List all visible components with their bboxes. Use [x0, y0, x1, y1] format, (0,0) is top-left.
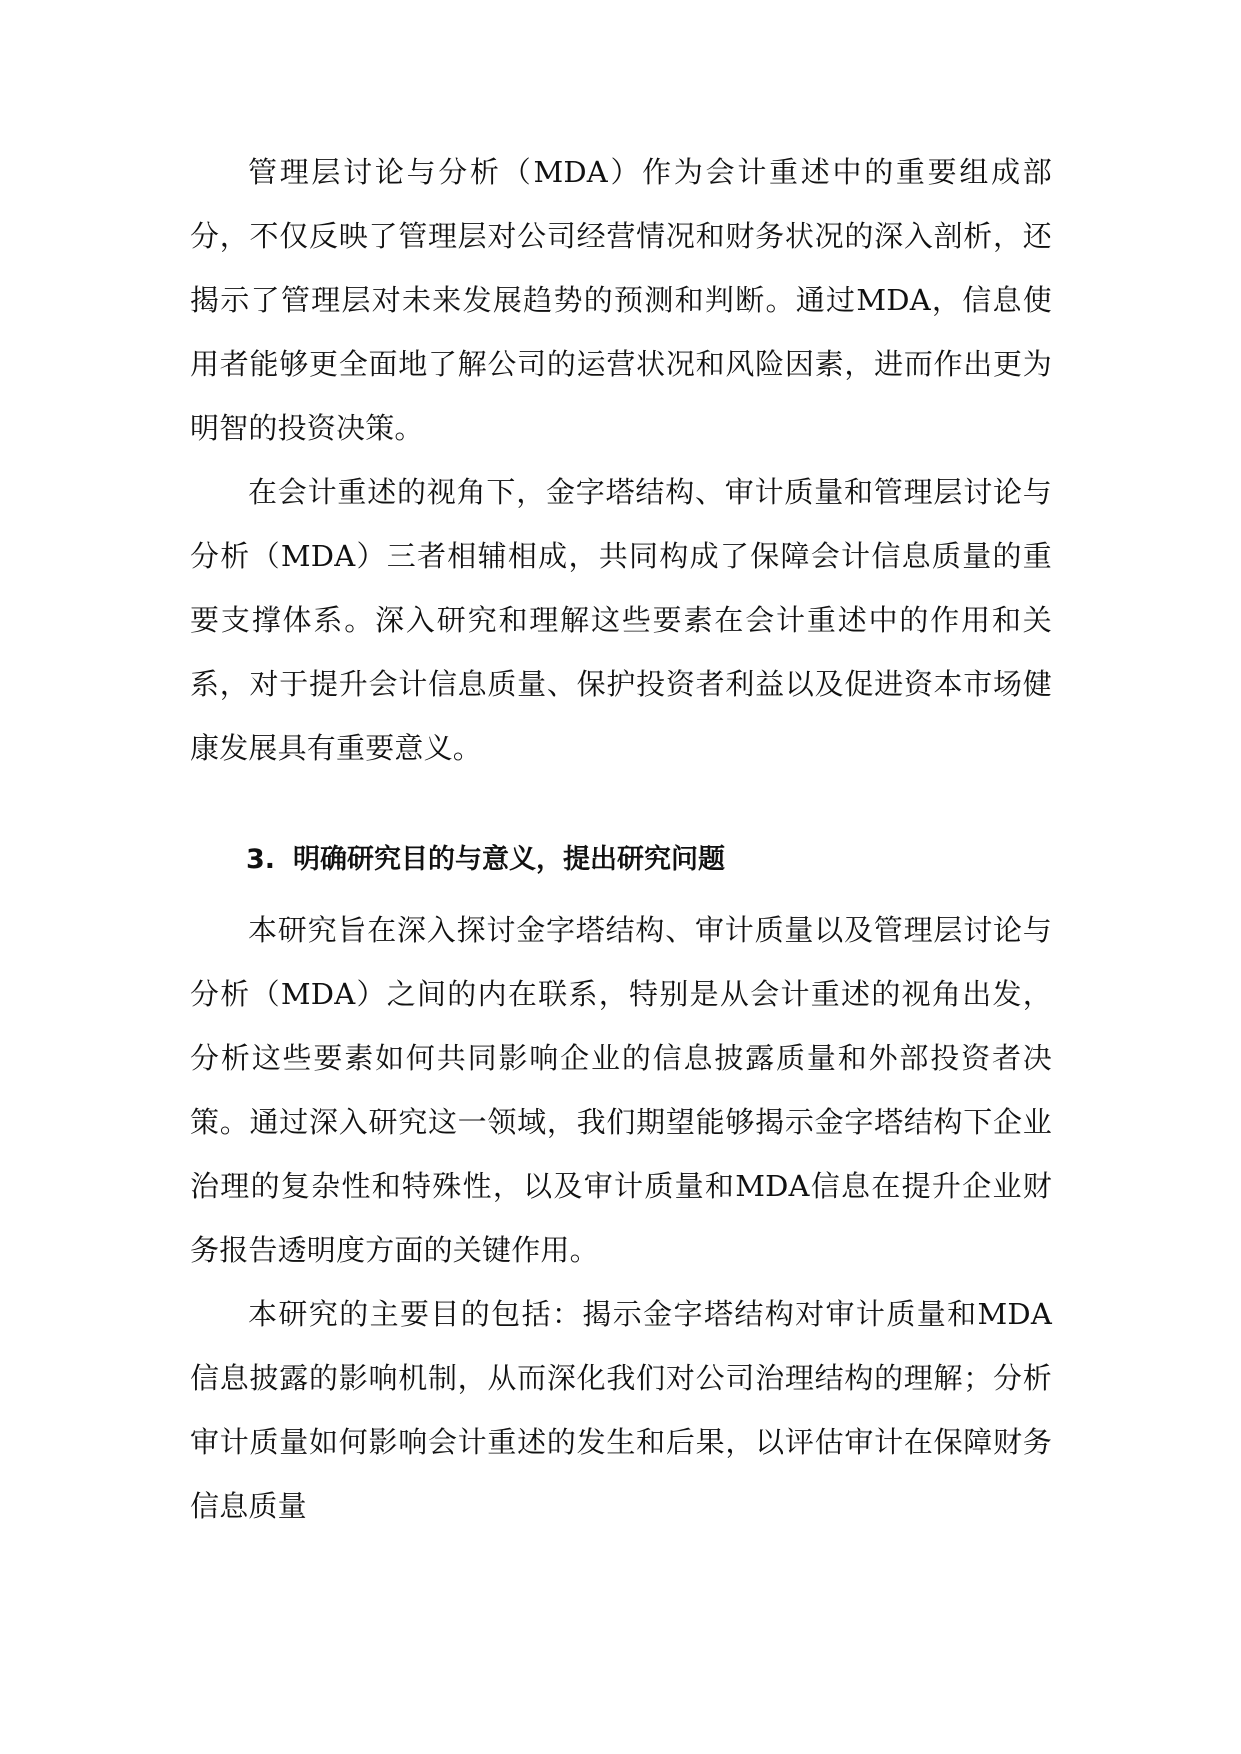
paragraph-mda-role: 管理层讨论与分析（MDA）作为会计重述中的重要组成部分，不仅反映了管理层对公司经营情况和财务状况的深入剖析，还揭示了管理层对未来发展趋势的预测和判断。通过MDA，信息使用者能够更全面地了解公司的运营状况和风险因素，进而作出更为明智的投资决策。 [190, 155, 1052, 445]
section-number: 3. [246, 844, 276, 875]
section-heading [190, 828, 1052, 892]
paragraph-research-aim: 本研究旨在深入探讨金字塔结构、审计质量以及管理层讨论与分析（MDA）之间的内在联系，特别是从会计重述的视角出发，分析这些要素如何共同影响企业的信息披露质量和外部投资者决策。通过深入研究这一领域，我们期望能够揭示金字塔结构下企业治理的复杂性和特殊性，以及审计质量和MDA信息在提升企业财务报告透明度方面的关键作用。 [190, 913, 1052, 1267]
document-body [190, 140, 1052, 1538]
section-title: 明确研究目的与意义，提出研究问题 [293, 844, 726, 875]
paragraph-research-goals: 本研究的主要目的包括：揭示金字塔结构对审计质量和MDA信息披露的影响机制，从而深化我们对公司治理结构的理解；分析审计质量如何影响会计重述的发生和后果，以评估审计在保障财务信息质量 [190, 1297, 1052, 1523]
paragraph-three-elements: 在会计重述的视角下，金字塔结构、审计质量和管理层讨论与分析（MDA）三者相辅相成，共同构成了保障会计信息质量的重要支撑体系。深入研究和理解这些要素在会计重述中的作用和关系，对于提升会计信息质量、保护投资者利益以及促进资本市场健康发展具有重要意义。 [190, 475, 1052, 765]
